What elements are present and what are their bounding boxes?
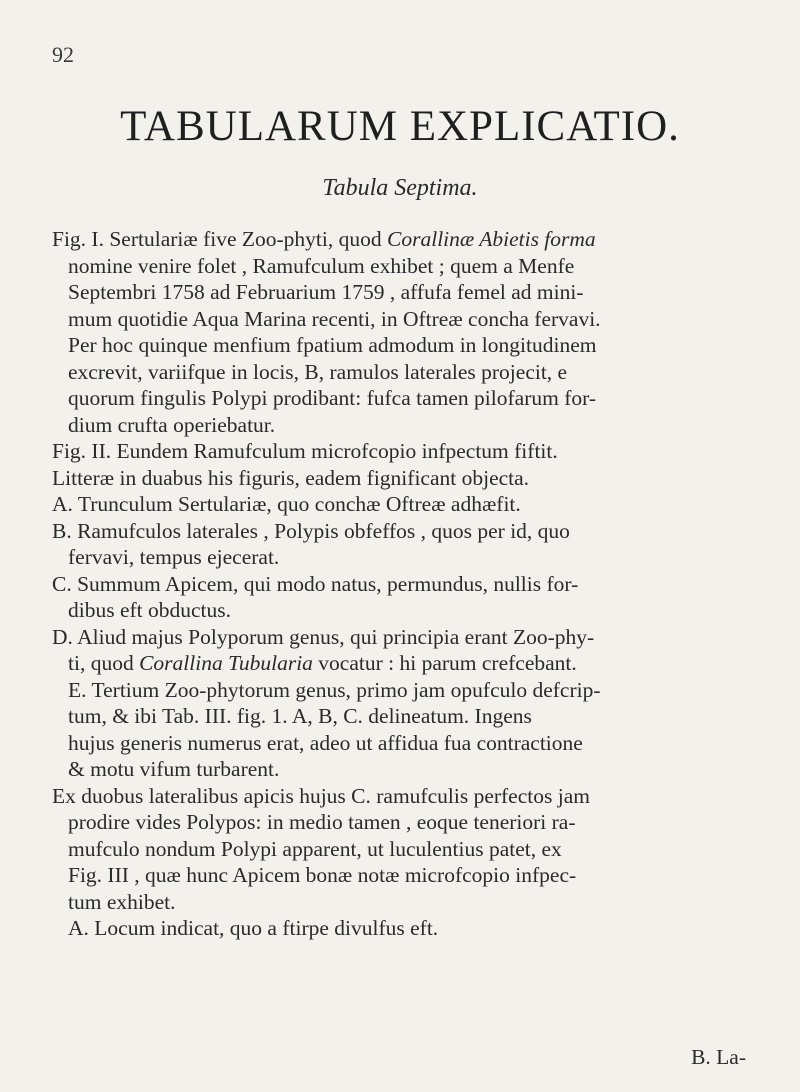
line-text: tum exhibet.: [68, 889, 176, 914]
italic-term: Corallinæ Abietis forma: [387, 227, 596, 251]
line-text: tum, & ibi Tab. III. fig. 1. A, B, C. delineatum. Ingens: [68, 704, 532, 728]
text-line: [0, 836, 800, 863]
text-line: [0, 756, 800, 783]
line-text: & motu vifum turbarent.: [68, 757, 280, 781]
text-line: [0, 889, 800, 916]
text-line: [0, 518, 800, 545]
text-line: [0, 385, 800, 412]
line-text: prodire vides Polypos: in medio tamen , eoque teneriori ra-: [68, 810, 576, 834]
line-text: dium crufta operiebatur.: [68, 412, 276, 437]
line-text: A. Trunculum Sertulariæ, quo conchæ Oftreæ adhæfit.: [52, 492, 521, 516]
line-text: Fig. II. Eundem Ramufculum microfcopio infpectum fiftit.: [52, 439, 558, 463]
line-text: ti, quod: [68, 651, 140, 675]
text-line: [0, 306, 800, 333]
line-text: mum quotidie Aqua Marina recenti, in Oftreæ concha fervavi.: [68, 306, 601, 331]
line-text: quorum fingulis Polypi prodibant: fufca tamen pilofarum for-: [68, 386, 596, 410]
line-text: B. Ramufculos laterales , Polypis obfeffos , quos per id, quo: [52, 518, 570, 543]
text-line: [0, 597, 800, 624]
line-text: hujus generis numerus erat, adeo ut affidua fua contractione: [68, 730, 583, 755]
line-text-tail: vocatur : hi parum crefcebant.: [312, 651, 577, 675]
text-line: [0, 226, 800, 253]
line-text: nomine venire folet , Ramufculum exhibet ; quem a Menfe: [68, 253, 575, 278]
line-text: mufculo nondum Polypi apparent, ut luculentius patet, ex: [68, 836, 562, 861]
text-line: [0, 332, 800, 359]
text-line: [0, 809, 800, 836]
text-line: [0, 253, 800, 280]
text-line: [0, 915, 800, 942]
text-line: [0, 359, 800, 386]
text-line: [0, 783, 800, 810]
line-text: dibus eft obductus.: [68, 598, 232, 622]
text-line: [0, 571, 800, 598]
catchword: B. La-: [691, 1045, 746, 1069]
line-text: Litteræ in duabus his figuris, eadem fignificant objecta.: [52, 465, 530, 490]
italic-term: Corallina Tubularia: [139, 651, 313, 675]
text-line: [0, 703, 800, 730]
line-text: Fig. III , quæ hunc Apicem bonæ notæ microfcopio infpec-: [68, 863, 577, 887]
text-line: [0, 730, 800, 757]
page-number: 92: [52, 42, 74, 67]
line-text: excrevit, variifque in locis, B, ramulos laterales projecit, e: [68, 359, 568, 384]
line-text: fervavi, tempus ejecerat.: [68, 545, 280, 569]
line-text: C. Summum Apicem, qui modo natus, permundus, nullis for-: [52, 571, 579, 596]
line-text: Per hoc quinque menfium fpatium admodum in longitudinem: [68, 333, 597, 357]
body-text: [0, 226, 800, 942]
text-line: [0, 279, 800, 306]
text-line: [0, 677, 800, 704]
text-line: [0, 650, 800, 677]
text-line: [0, 438, 800, 465]
section-subtitle: Tabula Septima.: [322, 175, 478, 201]
text-line: [0, 624, 800, 651]
line-text: D. Aliud majus Polyporum genus, qui principia erant Zoo-phy-: [52, 624, 595, 649]
line-text: Fig. I. Sertulariæ five Zoo-phyti, quod: [52, 227, 388, 251]
text-line: [0, 862, 800, 889]
text-line: [0, 412, 800, 439]
text-line: [0, 465, 800, 492]
line-text: Septembri 1758 ad Februarium 1759 , affufa femel ad mini-: [68, 280, 584, 304]
text-line: [0, 544, 800, 571]
line-text: Ex duobus lateralibus apicis hujus C. ramufculis perfectos jam: [52, 783, 590, 808]
line-text: A. Locum indicat, quo a ftirpe divulfus eft.: [68, 916, 439, 940]
text-line: [0, 491, 800, 518]
page-title: TABULARUM EXPLICATIO.: [120, 103, 680, 150]
line-text: E. Tertium Zoo-phytorum genus, primo jam opufculo defcrip-: [68, 677, 601, 702]
